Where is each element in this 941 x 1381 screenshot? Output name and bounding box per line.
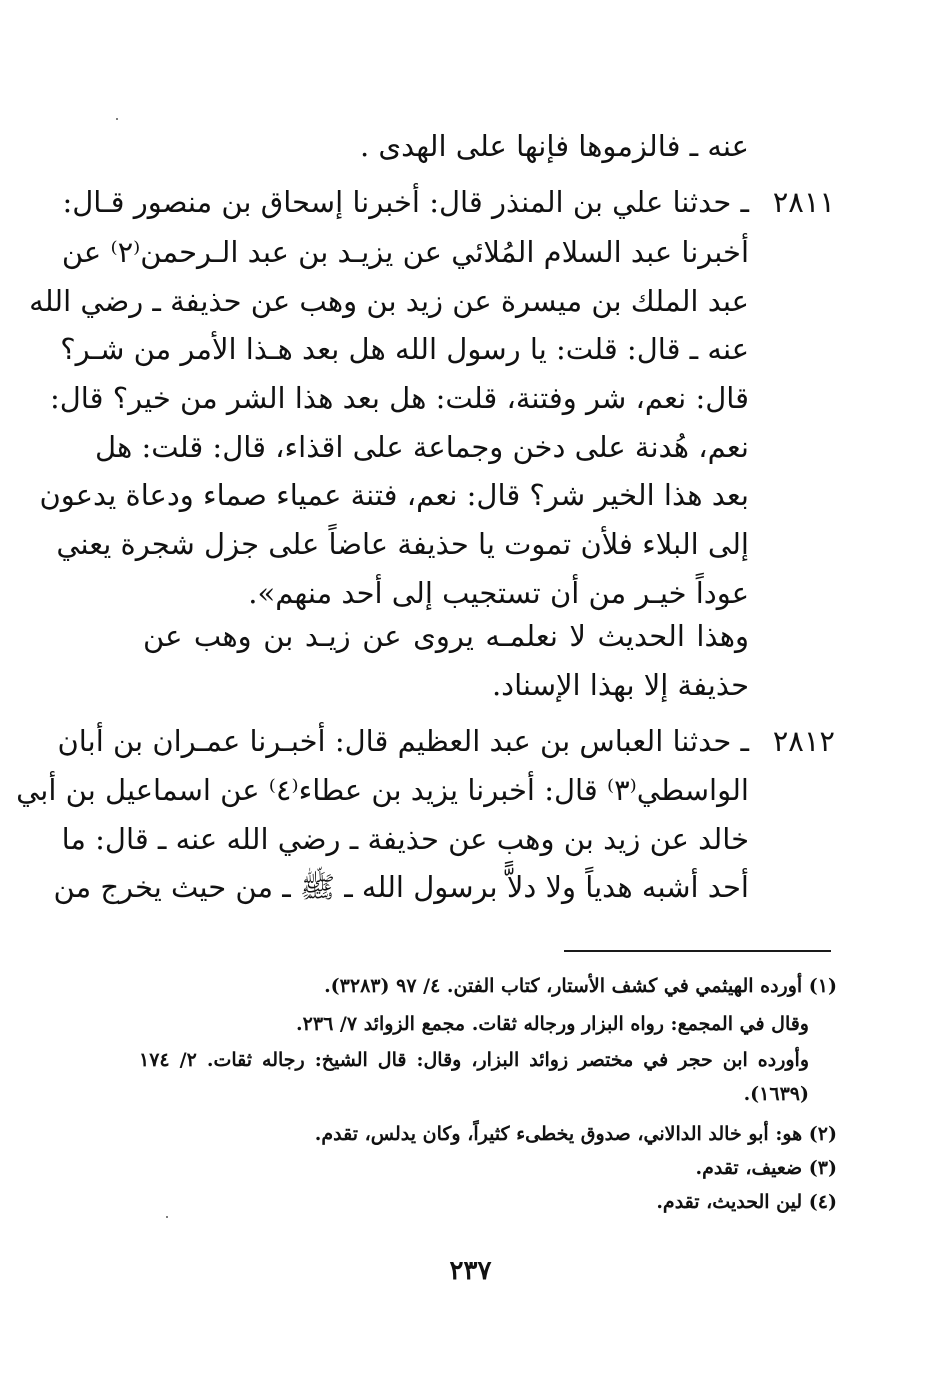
- footnote-1-continued: وأورده ابن حجر في مختصر زوائد البزار، وقال: قال الشيخ: رجاله ثقات. ٢/ ١٧٤: [139, 1049, 809, 1071]
- hadith-2812-text: [16, 721, 749, 911]
- text-line: قال: نعم، شر وفتنة، قلت: هل بعد هذا الشر من خير؟ قال:: [49, 381, 749, 415]
- text-line: الواسطي⁽٣⁾ قال: أخبرنا يزيد بن عطاء⁽٤⁾ عن اسماعيل بن أبي: [16, 773, 749, 807]
- scan-speck: [166, 1216, 168, 1218]
- text-line: حذيفة إلا بهذا الإسناد.: [491, 668, 749, 702]
- footnote-3: (٣) ضعيف، تقدم.: [695, 1157, 837, 1179]
- footnote-separator: [564, 950, 831, 952]
- text-line: ـ حدثنا علي بن المنذر قال: أخبرنا إسحاق بن منصور قـال:: [62, 185, 749, 219]
- text-line: عنه ـ قال: قلت: يا رسول الله هل بعد هـذا الأمر من شـر؟: [60, 332, 749, 366]
- text-line: أحد أشبه هدياً ولا دلاًّ برسول الله ـ ﷺ ـ من حيث يخرج من: [53, 870, 749, 904]
- hadith-number: ٢٨١١: [772, 185, 835, 219]
- text-line: إلى البلاء فلأن تموت يا حذيفة عاضاً على جزل شجرة يعني: [56, 527, 749, 561]
- footnote-1-continued: (١٦٣٩).: [743, 1083, 809, 1105]
- text-line: ـ حدثنا العباس بن عبد العظيم قال: أخبـرنا عمـران بن أبان: [57, 724, 749, 758]
- hadith-2811-text: [29, 182, 749, 622]
- scan-speck: [116, 118, 118, 120]
- text-line: عنه ـ فالزموها فإنها على الهدى .: [359, 129, 749, 163]
- text-line: أخبرنا عبد السلام المُلائي عن يزيـد بن عبد الـرحمن⁽٢⁾ عن: [61, 235, 749, 269]
- text-line: عوداً خيـر من أن تستجيب إلى أحد منهم».: [248, 576, 749, 610]
- commentary-block: [143, 616, 749, 706]
- text-line: وهذا الحديث لا نعلمـه يروى عن زيـد بن وهب عن: [143, 619, 749, 653]
- text-line: بعد هذا الخير شر؟ قال: نعم، فتنة عمياء صماء ودعاة يدعون: [39, 478, 749, 512]
- footnote-4: (٤) لين الحديث، تقدم.: [656, 1191, 837, 1213]
- footnote-1: (١) أورده الهيثمي في كشف الأستار، كتاب الفتن. ٤/ ٩٧ (٣٢٨٣).: [324, 975, 837, 997]
- footnote-2: (٢) هو: أبو خالد الدالاني، صدوق يخطىء كثيراً، وكان يدلس، تقدم.: [314, 1123, 837, 1145]
- text-line: نعم، هُدنة على دخن وجماعة على اقذاء، قال: قلت: هل: [95, 430, 749, 464]
- intro-block: [189, 126, 749, 166]
- hadith-number: ٢٨١٢: [772, 724, 835, 758]
- text-line: خالد عن زيد بن وهب عن حذيفة ـ رضي الله عنه ـ قال: ما: [61, 822, 749, 856]
- text-line: عبد الملك بن ميسرة عن زيد بن وهب عن حذيفة ـ رضي الله: [29, 284, 749, 318]
- page-number: ٢٣٧: [449, 1256, 492, 1286]
- footnote-1-continued: وقال في المجمع: رواه البزار ورجاله ثقات. مجمع الزوائد ٧/ ٢٣٦.: [296, 1013, 809, 1035]
